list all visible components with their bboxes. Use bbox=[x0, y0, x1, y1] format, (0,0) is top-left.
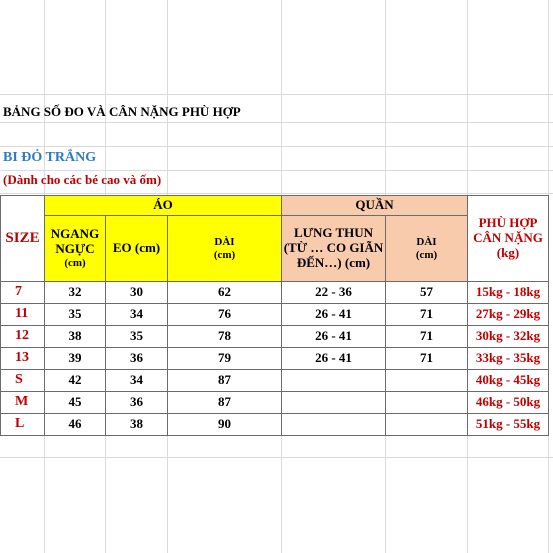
table-row bbox=[1, 414, 549, 436]
chest-cell: 39 bbox=[45, 348, 106, 370]
size-cell: 12 bbox=[1, 326, 45, 348]
weight-cell: 15kg - 18kg bbox=[468, 282, 549, 304]
weight-header-line: (kg) bbox=[496, 244, 520, 260]
shirt-length-header bbox=[168, 216, 282, 282]
weight-cell: 33kg - 35kg bbox=[468, 348, 549, 370]
weight-header bbox=[468, 196, 549, 282]
chest-cell: 42 bbox=[45, 370, 106, 392]
shirt-length-cell: 79 bbox=[168, 348, 282, 370]
weight-cell: 46kg - 50kg bbox=[468, 392, 549, 414]
header-row-columns bbox=[1, 216, 549, 282]
table-row bbox=[1, 304, 549, 326]
grid-line bbox=[0, 170, 553, 171]
pants-length-cell: 71 bbox=[386, 326, 468, 348]
weight-cell: 51kg - 55kg bbox=[468, 414, 549, 436]
grid-line bbox=[0, 193, 553, 194]
grid-line bbox=[0, 146, 553, 147]
elastic-waist-cell bbox=[282, 414, 386, 436]
weight-cell: 40kg - 45kg bbox=[468, 370, 549, 392]
pants-length-header bbox=[386, 216, 468, 282]
grid-line bbox=[0, 94, 553, 95]
product-name: BI ĐỎ TRẮNG bbox=[3, 150, 97, 165]
elastic-header-line: LƯNG THUN bbox=[293, 225, 374, 241]
chest-header-line: NGANG bbox=[50, 226, 100, 242]
pants-length-cell: 57 bbox=[386, 282, 468, 304]
shirt-length-cell: 90 bbox=[168, 414, 282, 436]
waist-cell: 35 bbox=[106, 326, 168, 348]
weight-cell: 27kg - 29kg bbox=[468, 304, 549, 326]
pants-length-cell: 71 bbox=[386, 304, 468, 326]
shirt-length-cell: 87 bbox=[168, 392, 282, 414]
pants-length-cell bbox=[386, 370, 468, 392]
ao-header: ÁO bbox=[45, 196, 282, 216]
chest-cell: 46 bbox=[45, 414, 106, 436]
chest-cell: 32 bbox=[45, 282, 106, 304]
waist-cell: 38 bbox=[106, 414, 168, 436]
elastic-header-line: ĐẾN…) (cm) bbox=[296, 254, 371, 270]
pants-length-cell: 71 bbox=[386, 348, 468, 370]
weight-header-line: CÂN NẶNG bbox=[473, 230, 543, 246]
shirt-length-cell: 62 bbox=[168, 282, 282, 304]
size-cell: L bbox=[1, 414, 45, 436]
waist-cell: 34 bbox=[106, 304, 168, 326]
pants-length-cell bbox=[386, 392, 468, 414]
table-row bbox=[1, 282, 549, 304]
chest-width-header bbox=[45, 216, 106, 282]
shirt-length-cell: 78 bbox=[168, 326, 282, 348]
elastic-waist-header bbox=[282, 216, 386, 282]
table-body bbox=[1, 282, 549, 436]
elastic-header-line: (TỪ … CO GIÃN bbox=[283, 240, 384, 256]
header-row-groups bbox=[1, 196, 549, 216]
elastic-waist-cell: 22 - 36 bbox=[282, 282, 386, 304]
pants-length-cell bbox=[386, 414, 468, 436]
pants-length-header-line: DÀI bbox=[416, 235, 437, 248]
chest-cell: 38 bbox=[45, 326, 106, 348]
chest-header-line: NGỰC bbox=[55, 241, 95, 257]
table-row bbox=[1, 326, 549, 348]
grid-line bbox=[0, 457, 553, 458]
shirt-length-cell: 76 bbox=[168, 304, 282, 326]
waist-cell: 36 bbox=[106, 392, 168, 414]
audience-note: (Dành cho các bé cao và ốm) bbox=[3, 172, 162, 187]
pants-length-header-line: (cm) bbox=[415, 248, 438, 261]
waist-header: EO (cm) bbox=[106, 216, 168, 282]
size-header: SIZE bbox=[1, 196, 45, 282]
shirt-length-cell: 87 bbox=[168, 370, 282, 392]
shirt-length-header-line: DÀI bbox=[214, 235, 235, 248]
waist-cell: 36 bbox=[106, 348, 168, 370]
weight-header-line: PHÙ HỢP bbox=[478, 215, 538, 231]
waist-cell: 30 bbox=[106, 282, 168, 304]
size-cell: M bbox=[1, 392, 45, 414]
chest-cell: 35 bbox=[45, 304, 106, 326]
chest-cell: 45 bbox=[45, 392, 106, 414]
table-row bbox=[1, 370, 549, 392]
elastic-waist-cell bbox=[282, 370, 386, 392]
elastic-waist-cell: 26 - 41 bbox=[282, 304, 386, 326]
shirt-length-header-line: (cm) bbox=[213, 248, 236, 261]
size-chart-table bbox=[0, 195, 549, 436]
page-title: BẢNG SỐ ĐO VÀ CÂN NẶNG PHÙ HỢP bbox=[3, 104, 241, 119]
waist-cell: 34 bbox=[106, 370, 168, 392]
chest-header-line: (cm) bbox=[64, 257, 86, 270]
weight-cell: 30kg - 32kg bbox=[468, 326, 549, 348]
grid-line bbox=[0, 122, 553, 123]
size-cell: 7 bbox=[1, 282, 45, 304]
table-row bbox=[1, 348, 549, 370]
size-cell: S bbox=[1, 370, 45, 392]
table-row bbox=[1, 392, 549, 414]
elastic-waist-cell: 26 - 41 bbox=[282, 326, 386, 348]
elastic-waist-cell: 26 - 41 bbox=[282, 348, 386, 370]
elastic-waist-cell bbox=[282, 392, 386, 414]
quan-header: QUẦN bbox=[282, 196, 468, 216]
size-cell: 13 bbox=[1, 348, 45, 370]
size-cell: 11 bbox=[1, 304, 45, 326]
